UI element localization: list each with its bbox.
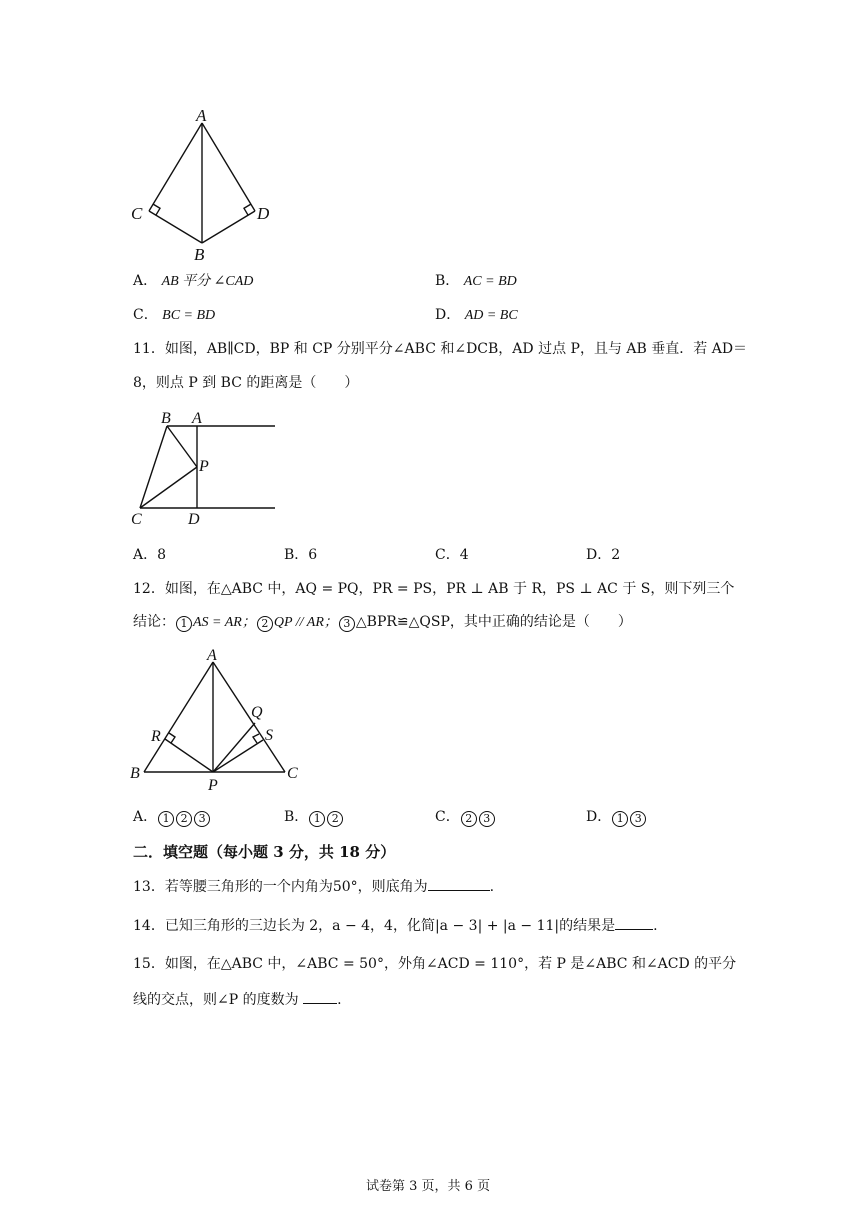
- q12-stem-line1: 12．如图，在△ABC 中，AQ = PQ，PR = PS，PR ⊥ AB 于 R，PS ⊥ AC 于 S，则下列三个: [133, 581, 735, 597]
- fig10-label-c: C: [131, 204, 143, 223]
- q11-stem-line1: 11．如图，AB∥CD，BP 和 CP 分别平分∠ABC 和∠DCB，AD 过点 P，且与 AB 垂直．若 AD＝: [133, 341, 748, 357]
- q15-stem-line1: 15．如图，在△ABC 中，∠ABC = 50°，外角∠ACD = 110°，若 P 是∠ABC 和∠ACD 的平分: [133, 956, 737, 972]
- circled-number: 3: [194, 811, 210, 827]
- page-footer: 试卷第 3 页，共 6 页: [366, 1179, 491, 1194]
- q10-option-b[interactable]: B． AC = BD: [435, 273, 517, 289]
- q11-option-d[interactable]: D．2: [586, 547, 621, 563]
- fig11-label-d: D: [188, 511, 200, 528]
- answer-blank[interactable]: [615, 915, 653, 930]
- q13-stem: 13．若等腰三角形的一个内角为50°，则底角为 .: [133, 876, 494, 896]
- answer-blank[interactable]: [428, 876, 490, 891]
- q12-figure: [125, 640, 315, 795]
- fig10-label-d: D: [257, 204, 270, 223]
- fig12-label-s: S: [265, 727, 273, 744]
- circled-number: 3: [339, 616, 355, 632]
- q10-figure: [125, 105, 285, 265]
- q10-option-d[interactable]: D． AD = BC: [435, 307, 518, 323]
- q12-option-a[interactable]: A． 1 2 3: [133, 808, 211, 827]
- q12-option-b[interactable]: B． 1 2: [284, 808, 344, 827]
- fig10-label-a: A: [196, 106, 207, 125]
- fig12-label-p: P: [208, 777, 218, 794]
- circled-number: 1: [158, 811, 174, 827]
- fig10-label-b: B: [194, 245, 205, 264]
- fig11-label-c: C: [131, 511, 142, 528]
- fig12-label-q: Q: [251, 704, 263, 721]
- circled-number: 2: [176, 811, 192, 827]
- q12-option-d[interactable]: D． 1 3: [586, 808, 647, 827]
- answer-blank[interactable]: [303, 989, 337, 1004]
- q10-option-c[interactable]: C． BC = BD: [133, 307, 216, 323]
- q12-stem-line2: 结论： 1 AS = AR； 2 QP // AR； 3 △BPR≌△QSP，其中正确的结论是（ ）: [133, 614, 632, 630]
- q11-stem-line2: 8，则点 P 到 BC 的距离是（ ）: [133, 375, 359, 391]
- q11-option-c[interactable]: C．4: [435, 547, 469, 563]
- fig11-label-b: B: [161, 410, 171, 427]
- circled-number: 2: [461, 811, 477, 827]
- fig11-label-a: A: [192, 410, 202, 427]
- q11-figure: [125, 405, 285, 530]
- fig12-label-r: R: [151, 728, 161, 745]
- q12-option-c[interactable]: C． 2 3: [435, 808, 496, 827]
- fig12-label-b: B: [130, 765, 140, 782]
- section-title: 二．填空题（每小题 3 分，共 18 分）: [133, 843, 396, 861]
- fig12-label-c: C: [287, 765, 298, 782]
- circled-number: 1: [612, 811, 628, 827]
- q11-option-b[interactable]: B．6: [284, 547, 318, 563]
- circled-number: 3: [479, 811, 495, 827]
- circled-number: 3: [630, 811, 646, 827]
- q10-option-a[interactable]: A． AB 平分 ∠CAD: [133, 273, 254, 289]
- fig11-label-p: P: [199, 458, 209, 475]
- fig12-label-a: A: [207, 647, 217, 664]
- circled-number: 2: [327, 811, 343, 827]
- q15-stem-line2: 线的交点，则∠P 的度数为 .: [133, 989, 342, 1009]
- circled-number: 1: [176, 616, 192, 632]
- circled-number: 1: [309, 811, 325, 827]
- q11-option-a[interactable]: A．8: [133, 547, 167, 563]
- circled-number: 2: [257, 616, 273, 632]
- q14-stem: 14．已知三角形的三边长为 2，a − 4，4，化简|a − 3| + |a − 11|的结果是 .: [133, 915, 658, 935]
